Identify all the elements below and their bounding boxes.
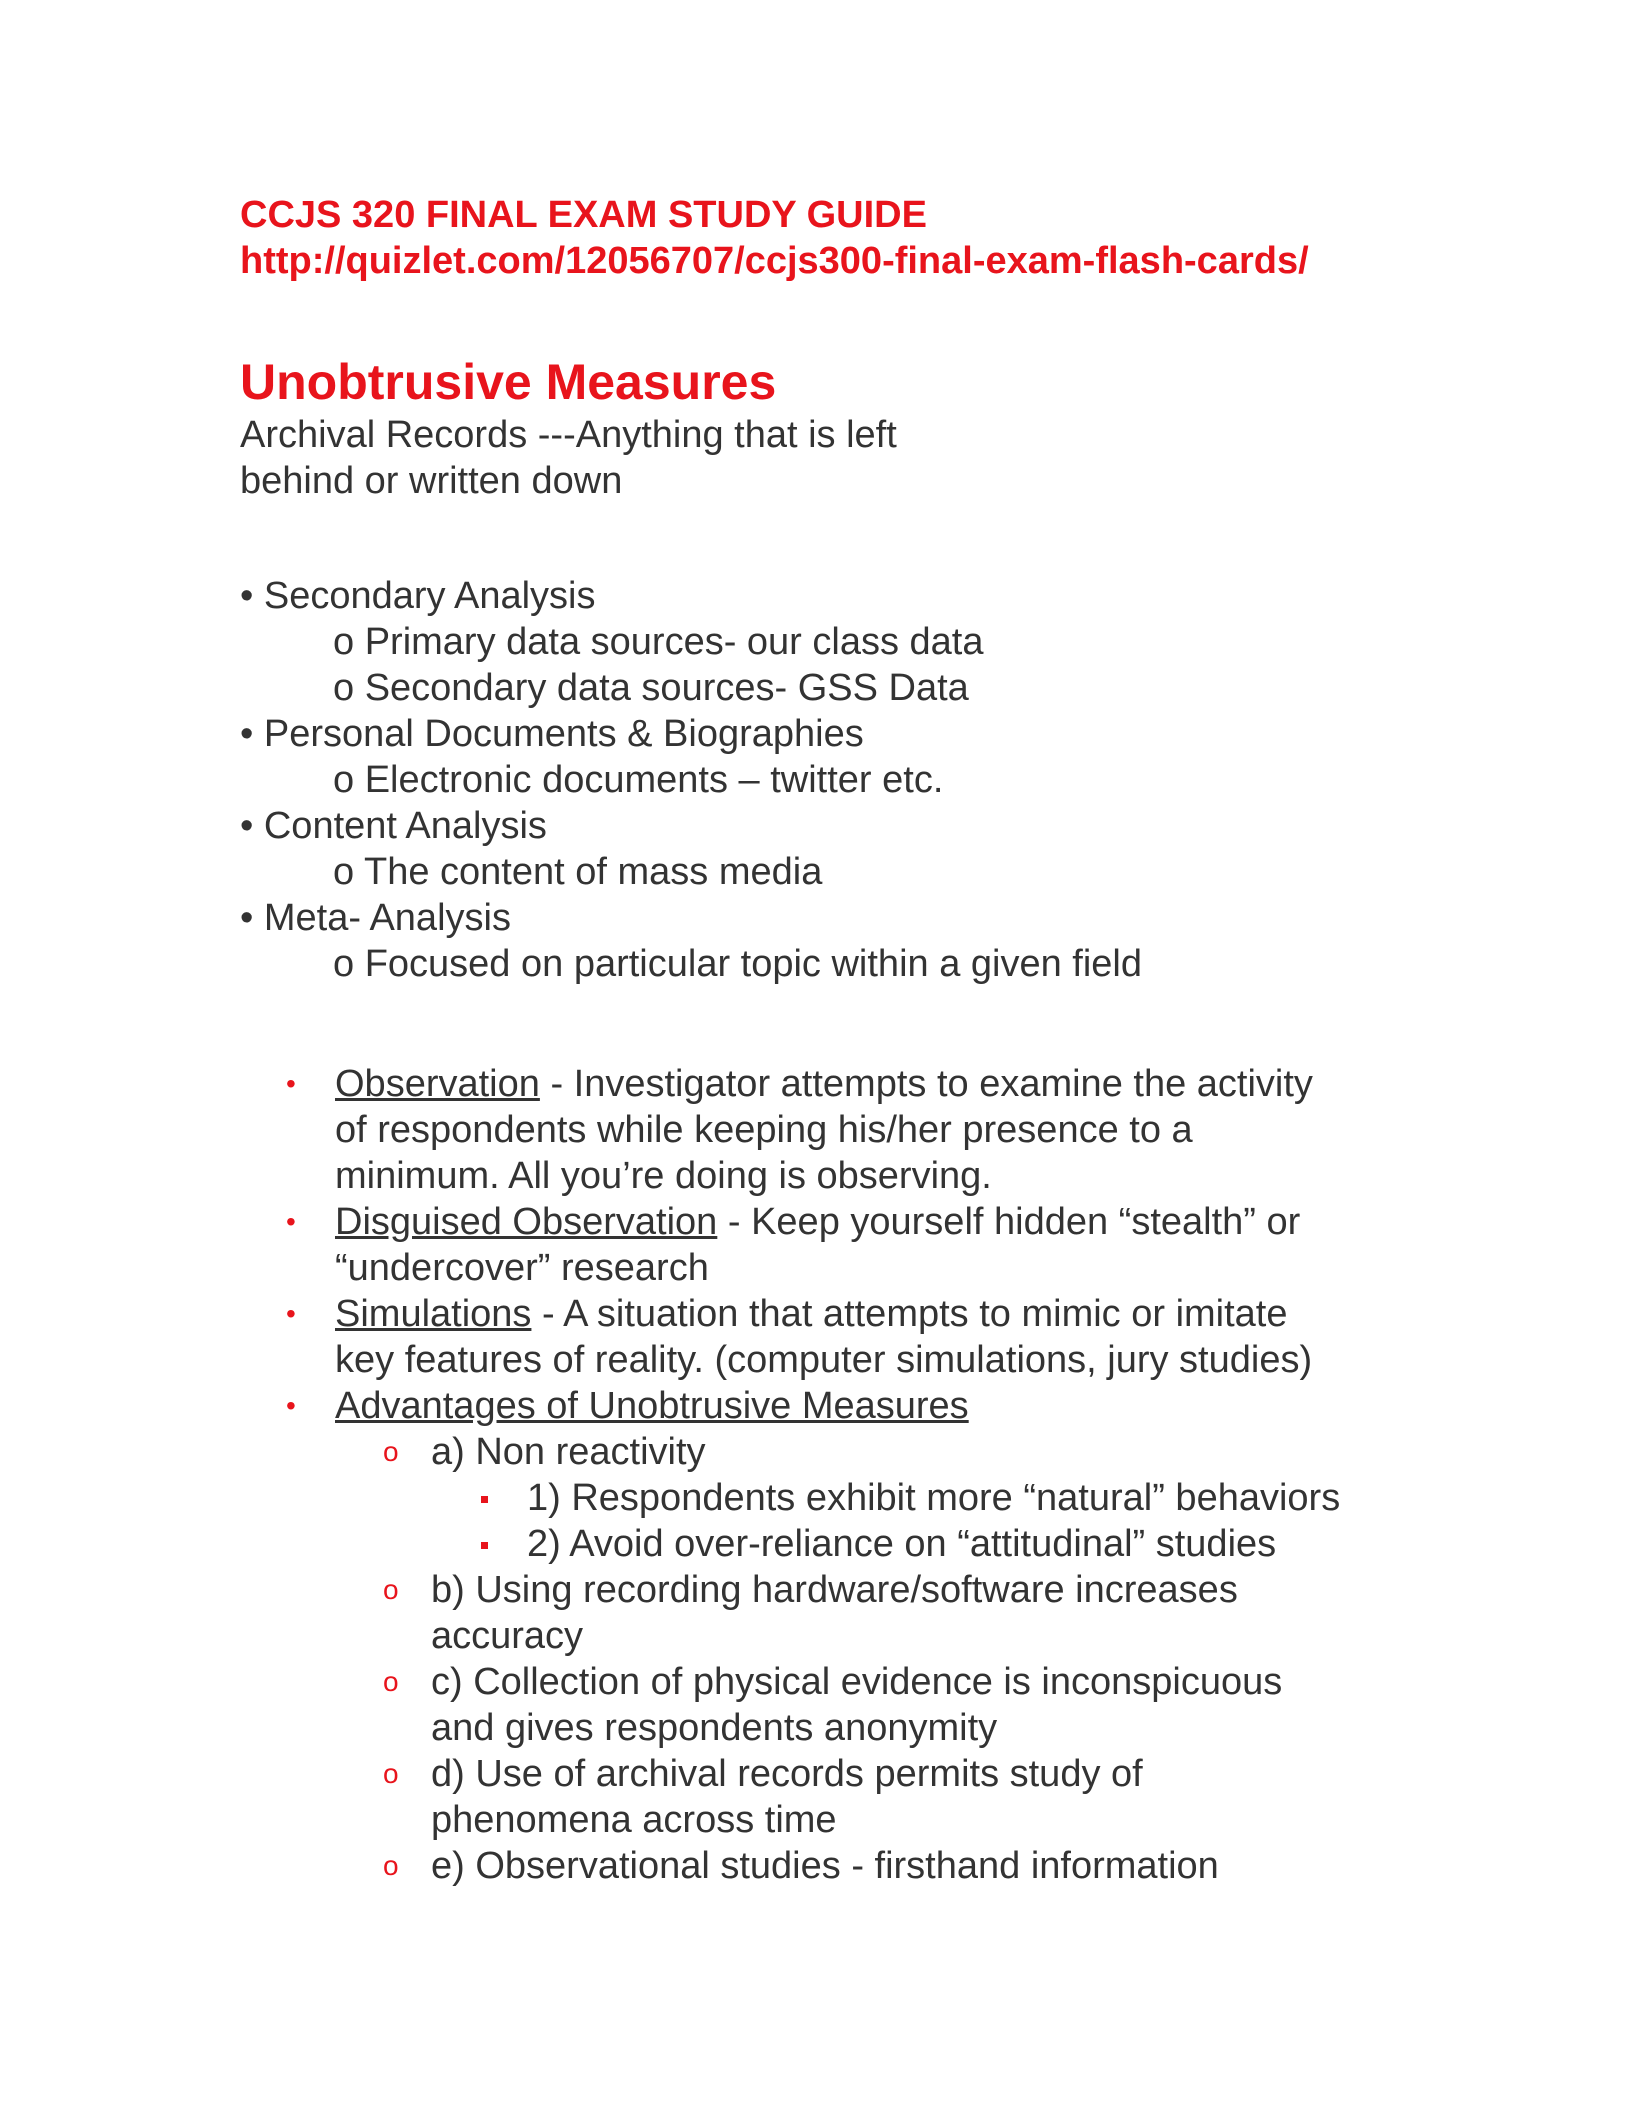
advantage-item: e) Observational studies - firsthand information	[431, 1845, 1219, 1887]
list-item-disguised	[335, 1199, 1300, 1245]
definition-line: of respondents while keeping his/her presence to a	[335, 1109, 1193, 1151]
circle-bullet-icon: o	[383, 1666, 399, 1697]
bullet-icon: •	[286, 1390, 296, 1421]
definition-text: - Investigator attempts to examine the activity	[539, 1063, 1313, 1105]
quizlet-link[interactable]: http://quizlet.com/12056707/ccjs300-final-exam-flash-cards/	[240, 240, 1309, 282]
advantage-item: d) Use of archival records permits study of	[431, 1753, 1143, 1795]
outline-subitem: o Electronic documents – twitter etc.	[333, 759, 944, 801]
advantage-item-line: phenomena across time	[431, 1799, 837, 1841]
term-advantages: Advantages of Unobtrusive Measures	[335, 1385, 969, 1427]
circle-bullet-icon: o	[383, 1850, 399, 1881]
outline-subitem: o The content of mass media	[333, 851, 823, 893]
outline-item: • Meta- Analysis	[240, 897, 511, 939]
term-observation: Observation	[335, 1063, 540, 1105]
outline-item: • Content Analysis	[240, 805, 547, 847]
definition-text: - Keep yourself hidden “stealth” or	[717, 1201, 1301, 1243]
list-item-observation	[335, 1061, 1313, 1107]
section-heading: Unobtrusive Measures	[240, 354, 777, 410]
advantage-item: b) Using recording hardware/software increases	[431, 1569, 1238, 1611]
advantage-subitem: 1) Respondents exhibit more “natural” behaviors	[527, 1477, 1341, 1519]
outline-subitem: o Focused on particular topic within a given field	[333, 943, 1143, 985]
advantage-subitem: 2) Avoid over-reliance on “attitudinal” studies	[527, 1523, 1277, 1565]
advantage-item-line: and gives respondents anonymity	[431, 1707, 998, 1749]
intro-line: behind or written down	[240, 460, 623, 502]
outline-subitem: o Primary data sources- our class data	[333, 621, 984, 663]
bullet-icon: •	[286, 1206, 296, 1237]
definition-line: key features of reality. (computer simulations, jury studies)	[335, 1339, 1313, 1381]
definition-line: “undercover” research	[335, 1247, 709, 1289]
term-simulations: Simulations	[335, 1293, 532, 1335]
list-item-advantages	[335, 1383, 969, 1429]
square-bullet-icon	[481, 1542, 488, 1549]
list-item-simulations	[335, 1291, 1288, 1337]
outline-item: • Personal Documents & Biographies	[240, 713, 864, 755]
outline-subitem: o Secondary data sources- GSS Data	[333, 667, 969, 709]
advantage-item-line: accuracy	[431, 1615, 584, 1657]
document-title: CCJS 320 FINAL EXAM STUDY GUIDE	[240, 194, 927, 236]
outline-item: • Secondary Analysis	[240, 575, 596, 617]
circle-bullet-icon: o	[383, 1436, 399, 1467]
circle-bullet-icon: o	[383, 1758, 399, 1789]
square-bullet-icon	[481, 1496, 488, 1503]
bullet-icon: •	[286, 1068, 296, 1099]
definition-line: minimum. All you’re doing is observing.	[335, 1155, 992, 1197]
intro-line: Archival Records ---Anything that is left	[240, 414, 897, 456]
bullet-icon: •	[286, 1298, 296, 1329]
definition-text: - A situation that attempts to mimic or imitate	[531, 1293, 1288, 1335]
advantage-item: c) Collection of physical evidence is inconspicuous	[431, 1661, 1283, 1703]
circle-bullet-icon: o	[383, 1574, 399, 1605]
section-intro	[240, 412, 897, 504]
advantage-item: a) Non reactivity	[431, 1431, 706, 1473]
term-disguised-observation: Disguised Observation	[335, 1201, 718, 1243]
